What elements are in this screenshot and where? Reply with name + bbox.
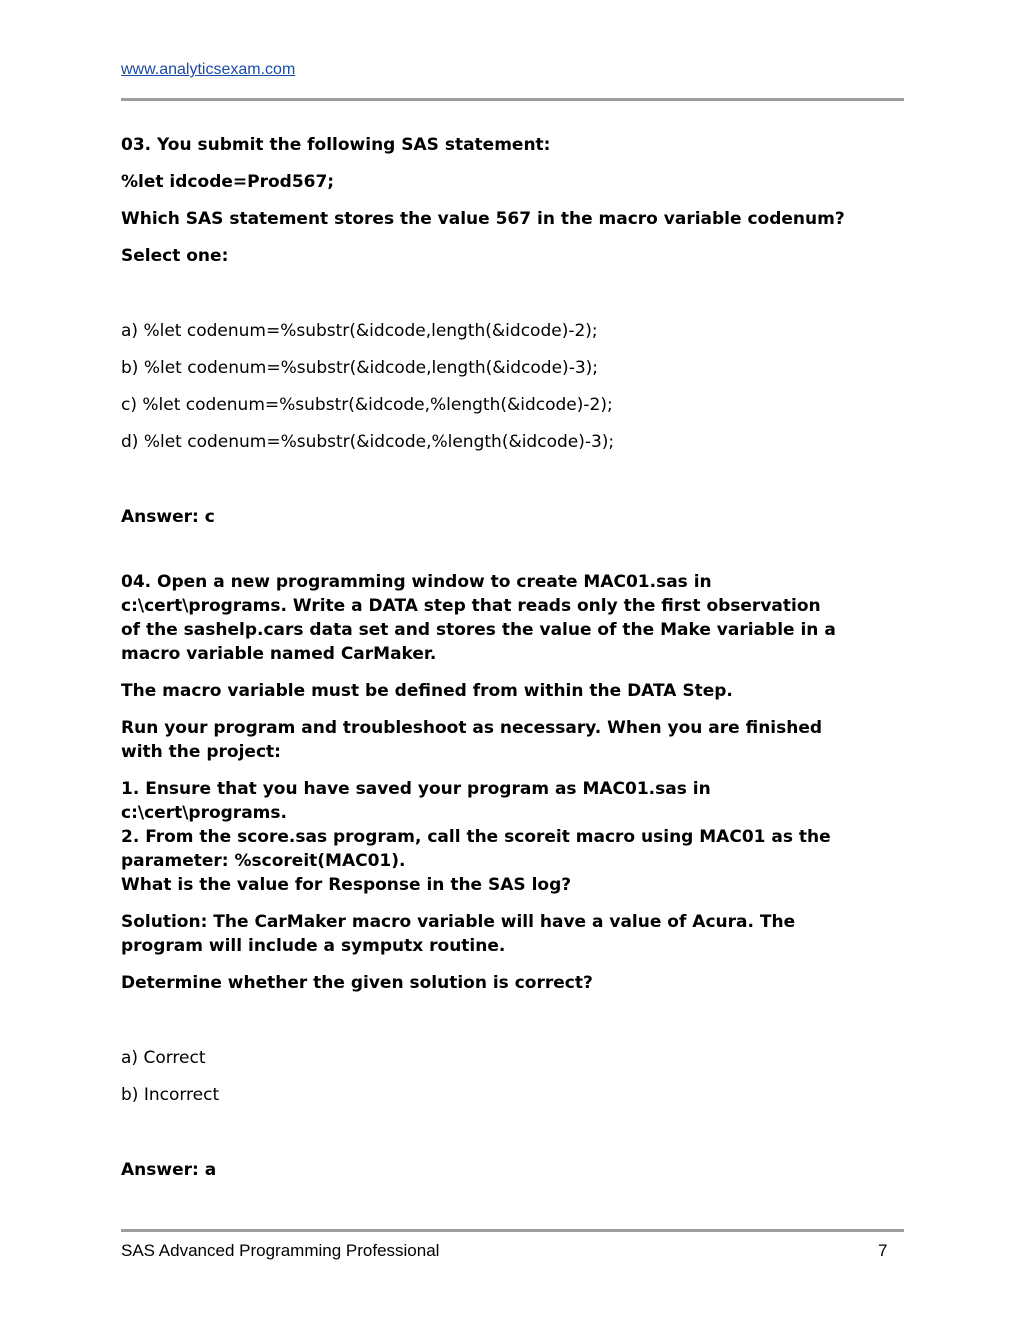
q04-answer: Answer: a — [121, 1160, 217, 1180]
q04-steps — [121, 777, 911, 897]
q03-answer: Answer: c — [121, 507, 215, 527]
q04-requirement: The macro variable must be defined from within the DATA Step. — [121, 681, 733, 701]
q04-step-line: 1. Ensure that you have saved your program as MAC01.sas in — [121, 779, 711, 799]
q03-heading: 03. You submit the following SAS statement: — [121, 135, 551, 155]
footer-title: SAS Advanced Programming Professional — [121, 1241, 440, 1260]
q04-option-a: a) Correct — [121, 1048, 206, 1068]
q03-option-c: c) %let codenum=%substr(&idcode,%length(&idcode)-2); — [121, 395, 613, 415]
q04-determine: Determine whether the given solution is correct? — [121, 973, 593, 993]
q04-heading-line: of the sashelp.cars data set and stores the value of the Make variable in a — [121, 620, 836, 640]
q04-run-instructions — [121, 716, 911, 764]
q04-step-line: parameter: %scoreit(MAC01). — [121, 851, 406, 871]
q03-option-d: d) %let codenum=%substr(&idcode,%length(&idcode)-3); — [121, 432, 615, 452]
q04-solution — [121, 910, 911, 958]
q04-option-b: b) Incorrect — [121, 1085, 220, 1105]
page-number: 7 — [878, 1241, 888, 1260]
q04-step-line: c:\cert\programs. — [121, 803, 287, 823]
q03-option-a: a) %let codenum=%substr(&idcode,length(&idcode)-2); — [121, 321, 598, 341]
q04-solution-line: Solution: The CarMaker macro variable will have a value of Acura. The — [121, 912, 796, 932]
q04-heading-line: c:\cert\programs. Write a DATA step that reads only the first observation — [121, 596, 821, 616]
header-divider — [121, 98, 904, 101]
footer-divider — [121, 1229, 904, 1232]
q03-question: Which SAS statement stores the value 567 in the macro variable codenum? — [121, 209, 845, 229]
q03-statement: %let idcode=Prod567; — [121, 172, 335, 192]
q04-solution-line: program will include a symputx routine. — [121, 936, 506, 956]
q03-select-label: Select one: — [121, 246, 229, 266]
q03-option-b: b) %let codenum=%substr(&idcode,length(&idcode)-3); — [121, 358, 599, 378]
q04-heading — [121, 570, 911, 666]
q04-heading-line: macro variable named CarMaker. — [121, 644, 437, 664]
q04-run-line: with the project: — [121, 742, 281, 762]
q04-heading-line: 04. Open a new programming window to create MAC01.sas in — [121, 572, 712, 592]
header-website-link[interactable]: www.analyticsexam.com — [121, 61, 296, 78]
q04-run-line: Run your program and troubleshoot as necessary. When you are finished — [121, 718, 823, 738]
q04-step-line: 2. From the score.sas program, call the scoreit macro using MAC01 as the — [121, 827, 831, 847]
q04-step-line: What is the value for Response in the SAS log? — [121, 875, 572, 895]
page-body — [121, 133, 911, 1182]
